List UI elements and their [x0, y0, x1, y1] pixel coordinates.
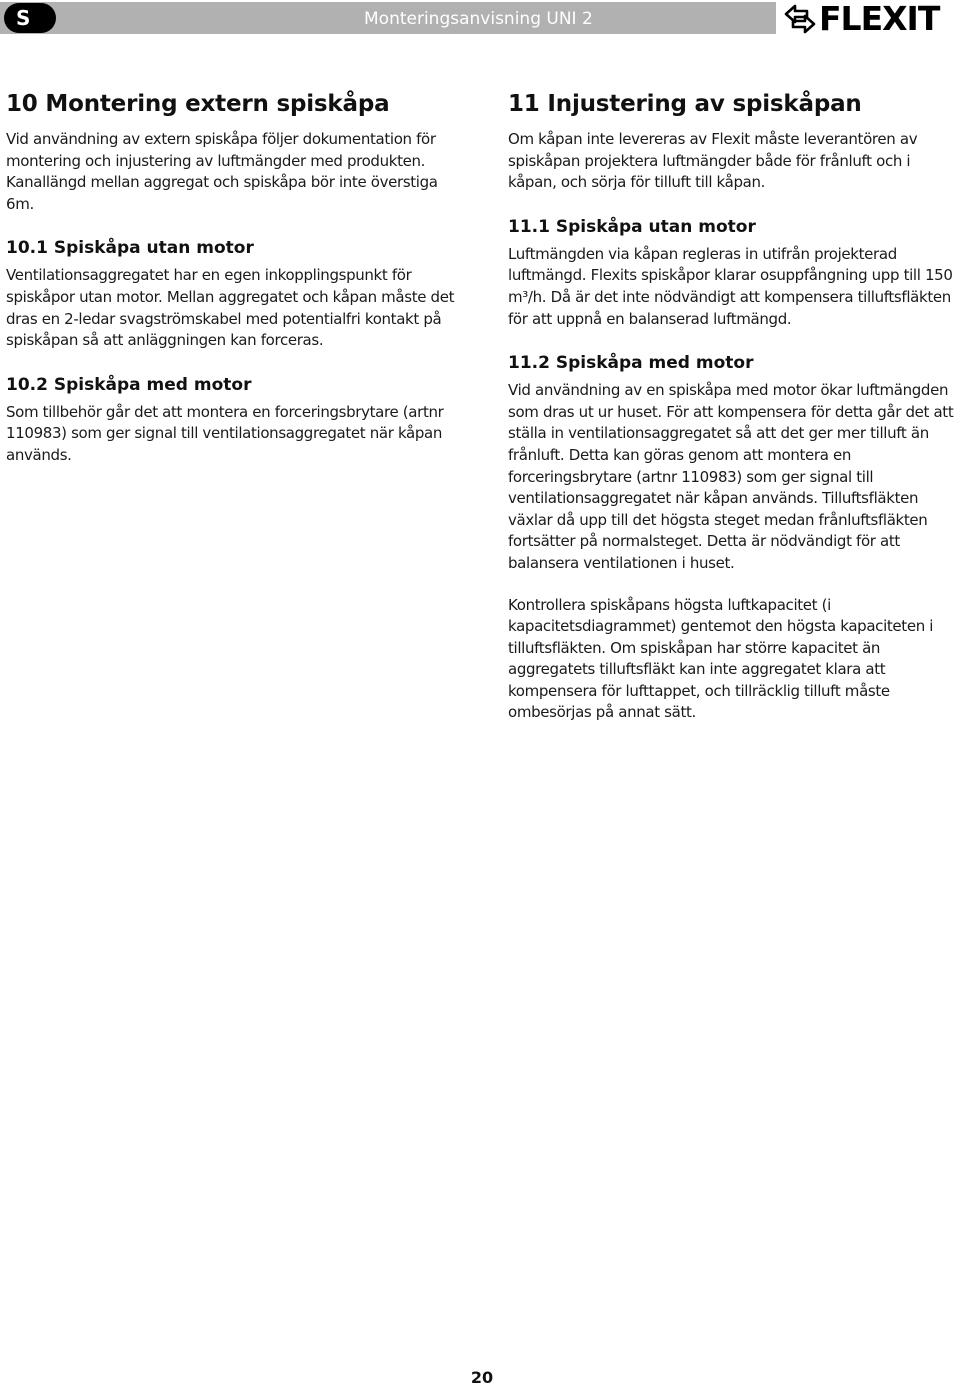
flexit-logo	[783, 2, 960, 36]
subsection-heading: 10.1 Spiskåpa utan motor	[6, 238, 254, 259]
subsection-heading: 10.2 Spiskåpa med motor	[6, 374, 252, 395]
subsection-heading: 11.1 Spiskåpa utan motor	[508, 216, 756, 237]
language-badge: S	[4, 3, 56, 33]
subsection-body: Ventilationsaggregatet har en egen inkopplingspunkt för spiskåpor utan motor. Mellan aggregatet och kåpan måste det dras en 2-ledar svagströmskabel med potentialfri kontakt på spiskåpan så att anläggningen kan forceras.	[6, 266, 455, 350]
subsection-body-continued: Kontrollera spiskåpans högsta luftkapacitet (i kapacitetsdiagrammet) gentemot den högsta kapaciteten i tilluftsfläkten. Om spiskåpan har större kapacitet än aggregatets tilluftsfläkt kan inte aggregatet klara att kompensera för lufttappet, och tillräcklig tilluft måste ombesörjas på annat sätt.	[508, 595, 934, 722]
section-intro: Om kåpan inte levereras av Flexit måste leverantören av spiskåpan projektera luftmängder både för frånluft och i kåpan, och sörja för tilluft till kåpan.	[508, 130, 918, 192]
subsection-body: Luftmängden via kåpan regleras in utifrån projekterad luftmängd. Flexits spiskåpor klarar osuppfångning upp till 150 m³/h. Då är det inte nödvändigt att kompensera tilluftsfläkten för att uppnå en balanserad luftmängd.	[508, 244, 953, 328]
section-intro: Vid användning av extern spiskåpa följer dokumentation för montering och injustering av luftmängder med produkten. Kanallängd mellan aggregat och spiskåpa bör inte överstiga 6m.	[6, 130, 438, 213]
page-number: 20	[470, 1368, 494, 1387]
subsection-body: Som tillbehör går det att montera en forceringsbrytare (artnr 110983) som ger signal till ventilationsaggregatet när kåpan används.	[6, 402, 444, 464]
logo-arrows-icon	[783, 2, 817, 36]
document-title: Monteringsanvisning UNI 2	[364, 9, 593, 29]
page-header	[0, 0, 960, 38]
section-10	[6, 88, 464, 467]
section-heading: 10 Montering extern spiskåpa	[6, 91, 390, 117]
logo-wordmark: FLEXIT	[819, 0, 940, 38]
section-11	[508, 88, 960, 724]
subsection-body: Vid användning av en spiskåpa med motor ökar luftmängden som dras ut ur huset. För att kompensera för detta går det att ställa in ventilationsaggregatet så att det ger mer tilluft än frånluft. Detta kan göras genom att montera en forceringsbrytare (artnr 110983) som ger signal till ventilationsaggregatet när kåpan används. Tilluftsfläkten växlar då upp till det högsta steget medan frånluftsfläkten fortsätter på normalsteget. Detta är nödvändigt för att balansera ventilationen i huset.	[508, 381, 954, 572]
section-heading: 11 Injustering av spiskåpan	[508, 91, 862, 117]
subsection-heading: 11.2 Spiskåpa med motor	[508, 353, 754, 374]
